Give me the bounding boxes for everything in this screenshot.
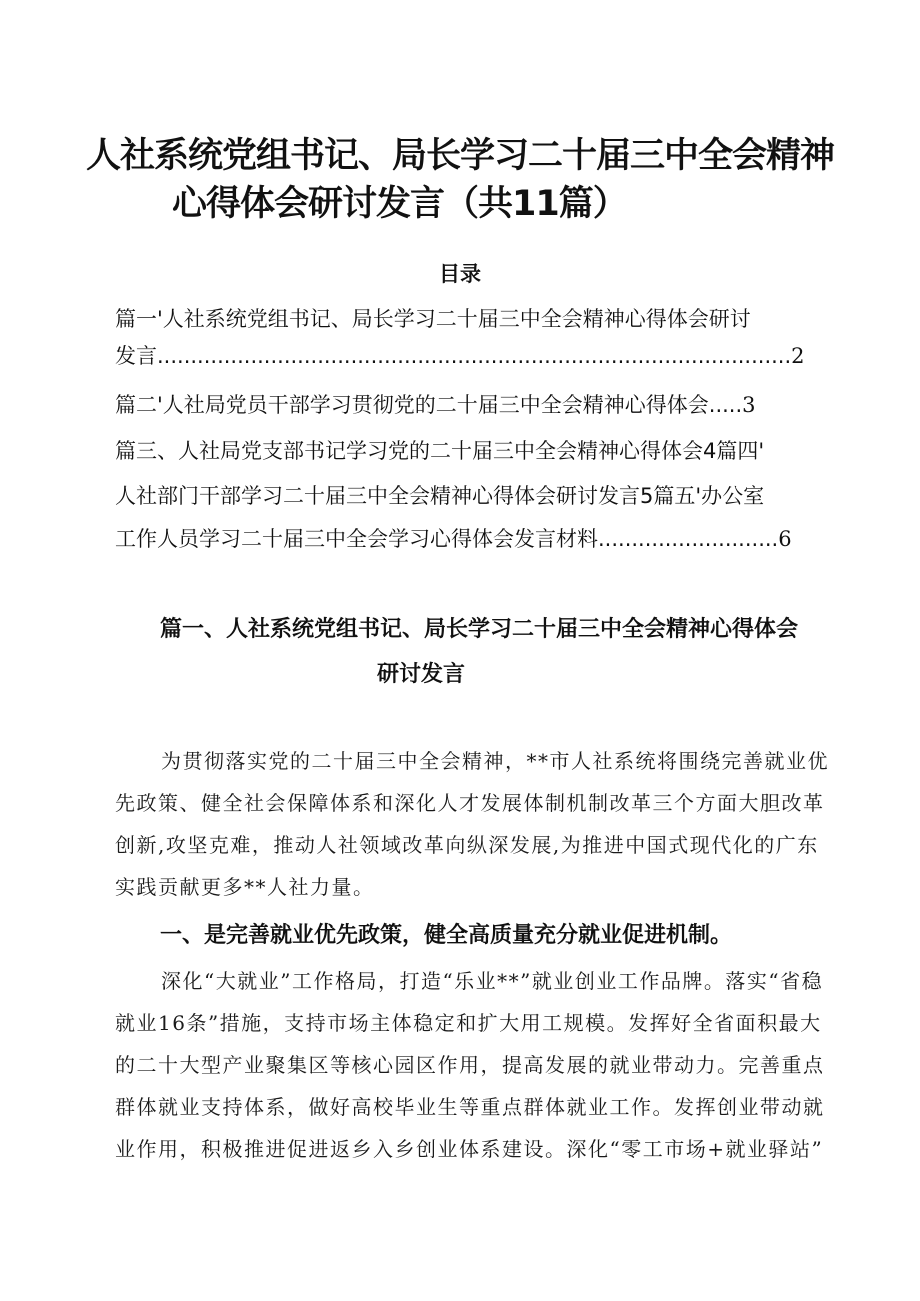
paragraph-text: 深化“大就业”工作格局，打造“乐业**”就业创业工作品牌。落实“省稳就业16条”措施，支持市场主体稳定和扩大用工规模。发挥好全省面积最大的二十大型产业聚集区等核心园区作用，提高发展的就业带动力。完善重点群体就业支持体系，做好高校毕业生等重点群体就业工作。发挥创业带动就业作用，积极推进促进返乡入乡创业体系建设。深化“零工市场+就业驿站”: [115, 969, 825, 1161]
toc-entry[interactable]: [115, 526, 815, 553]
toc-leader-dots: ...........................: [598, 527, 779, 551]
toc-page-number: 6: [778, 527, 792, 551]
toc-entry-text: 篇三、人社局党支部书记学习党的二十届三中全会精神心得体会4篇四': [115, 439, 765, 463]
toc-entry[interactable]: [115, 343, 815, 370]
section-heading-line2: 研讨发言: [377, 662, 466, 687]
document-title-line1: 人社系统党组书记、局长学习二十届三中全会精神: [85, 136, 834, 176]
body-paragraph: [115, 960, 835, 1170]
toc-entry[interactable]: [115, 483, 815, 510]
toc-leader-dots: .....: [708, 393, 743, 417]
toc-entry-text: 发言: [115, 344, 157, 368]
toc-entry-text: 人社部门干部学习二十届三中全会精神心得体会研讨发言5篇五'办公室: [115, 484, 765, 508]
toc-page-number: 3: [742, 393, 756, 417]
sub-heading: 一、是完善就业优先政策，健全高质量充分就业促进机制。: [160, 923, 733, 948]
body-paragraph: [115, 740, 835, 908]
toc-entry-text: 篇一'人社系统党组书记、局长学习二十届三中全会精神心得体会研讨: [115, 307, 751, 331]
section-heading-line1: 篇一、人社系统党组书记、局长学习二十届三中全会精神心得体会: [160, 617, 799, 642]
toc-leader-dots: ...............................................................................................: [157, 344, 792, 368]
toc-entry-text: 篇二'人社局党员干部学习贯彻党的二十届三中全会精神心得体会: [115, 393, 709, 417]
paragraph-text: 为贯彻落实党的二十届三中全会精神，**市人社系统将围绕完善就业优先政策、健全社会保障体系和深化人才发展体制机制改革三个方面大胆改革创新,攻坚克难，推动人社领域改革向纵深发展,为推进中国式现代化的广东实践贡献更多**人社力量。: [115, 749, 829, 899]
toc-page-number: 2: [791, 344, 805, 368]
toc-entry[interactable]: [115, 438, 815, 465]
toc-entry[interactable]: [115, 306, 815, 333]
toc-heading: 目录: [439, 262, 481, 286]
toc-entry-text: 工作人员学习二十届三中全会学习心得体会发言材料: [115, 527, 598, 551]
document-title-line2: 心得体会研讨发言（共11篇）: [172, 184, 627, 224]
toc-entry[interactable]: [115, 392, 815, 419]
